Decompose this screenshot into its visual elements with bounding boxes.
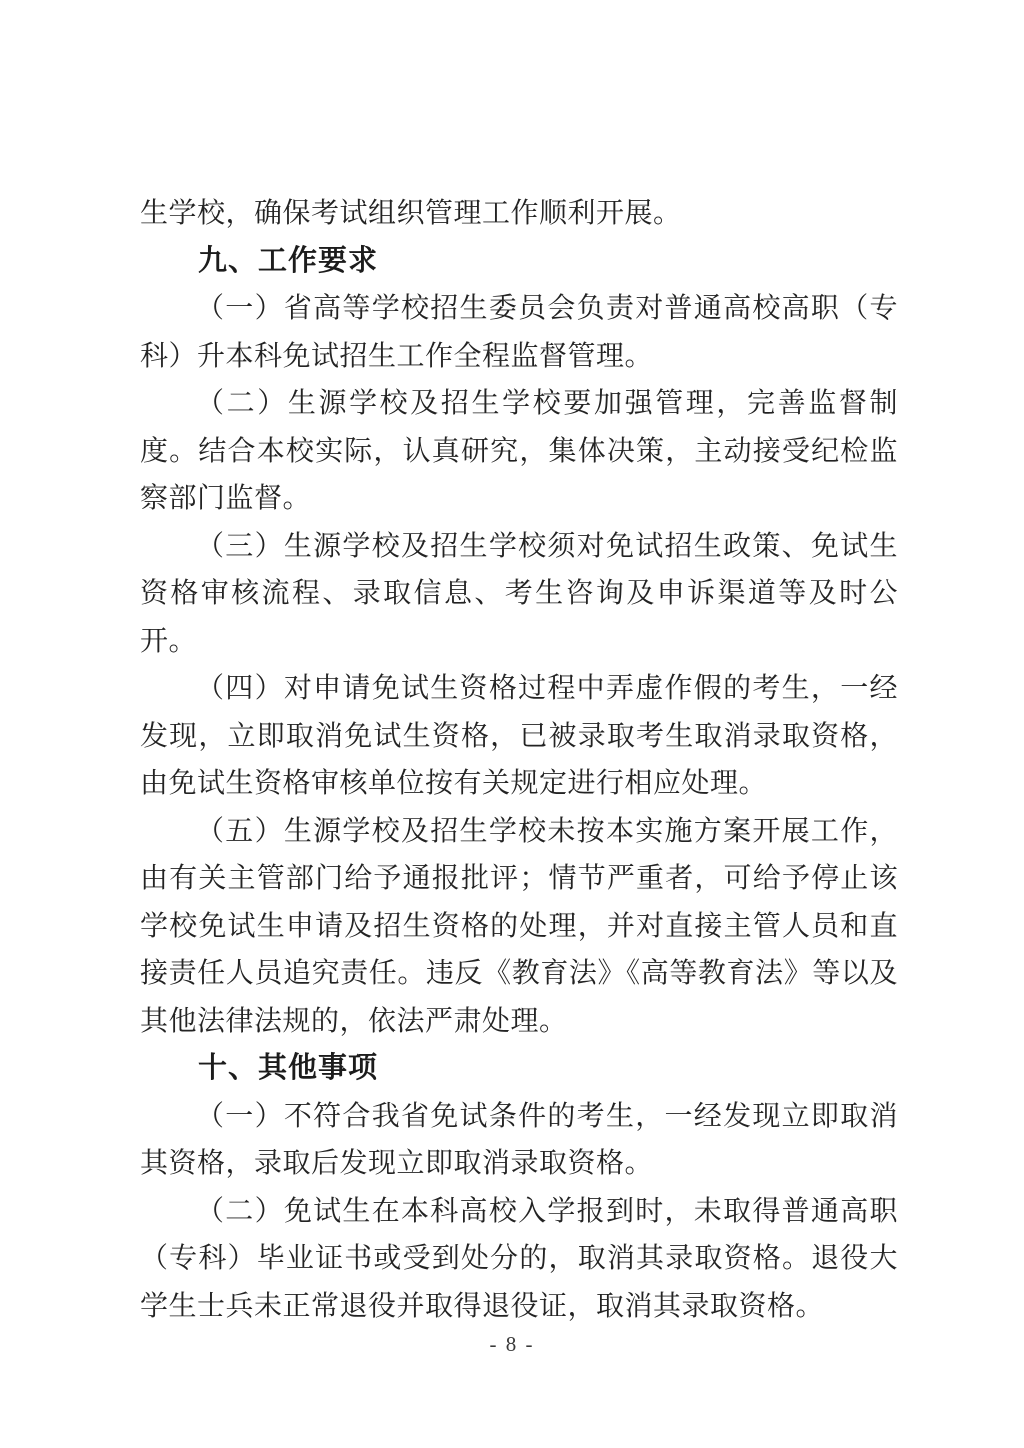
paragraph: （一）省高等学校招生委员会负责对普通高校高职（专科）升本科免试招生工作全程监督管理。 xyxy=(140,293,898,372)
paragraph: 生学校，确保考试组织管理工作顺利开展。 xyxy=(140,198,682,229)
section-heading: 十、其他事项 xyxy=(198,1052,379,1084)
paragraph: （五）生源学校及招生学校未按本实施方案开展工作，由有关主管部门给予通报批评；情节严重者，可给予停止该学校免试生申请及招生资格的处理，并对直接主管人员和直接责任人员追究责任。违反《教育法》《高等教育法》等以及其他法律法规的，依法严肃处理。 xyxy=(140,815,898,1037)
document-content xyxy=(140,190,898,1330)
section-heading: 九、工作要求 xyxy=(198,244,379,277)
paragraph: （一）不符合我省免试条件的考生，一经发现立即取消其资格，录取后发现立即取消录取资格。 xyxy=(140,1100,898,1179)
paragraph: （四）对申请免试生资格过程中弄虚作假的考生，一经发现，立即取消免试生资格，已被录取考生取消录取资格，由免试生资格审核单位按有关规定进行相应处理。 xyxy=(140,673,898,799)
page-number: - 8 - xyxy=(489,1332,535,1356)
paragraph: （二）免试生在本科高校入学报到时，未取得普通高职（专科）毕业证书或受到处分的，取消其录取资格。退役大学生士兵未正常退役并取得退役证，取消其录取资格。 xyxy=(140,1195,898,1322)
paragraph: （二）生源学校及招生学校要加强管理，完善监督制度。结合本校实际，认真研究，集体决策，主动接受纪检监察部门监督。 xyxy=(140,388,898,514)
paragraph: （三）生源学校及招生学校须对免试招生政策、免试生资格审核流程、录取信息、考生咨询及申诉渠道等及时公开。 xyxy=(140,530,898,657)
